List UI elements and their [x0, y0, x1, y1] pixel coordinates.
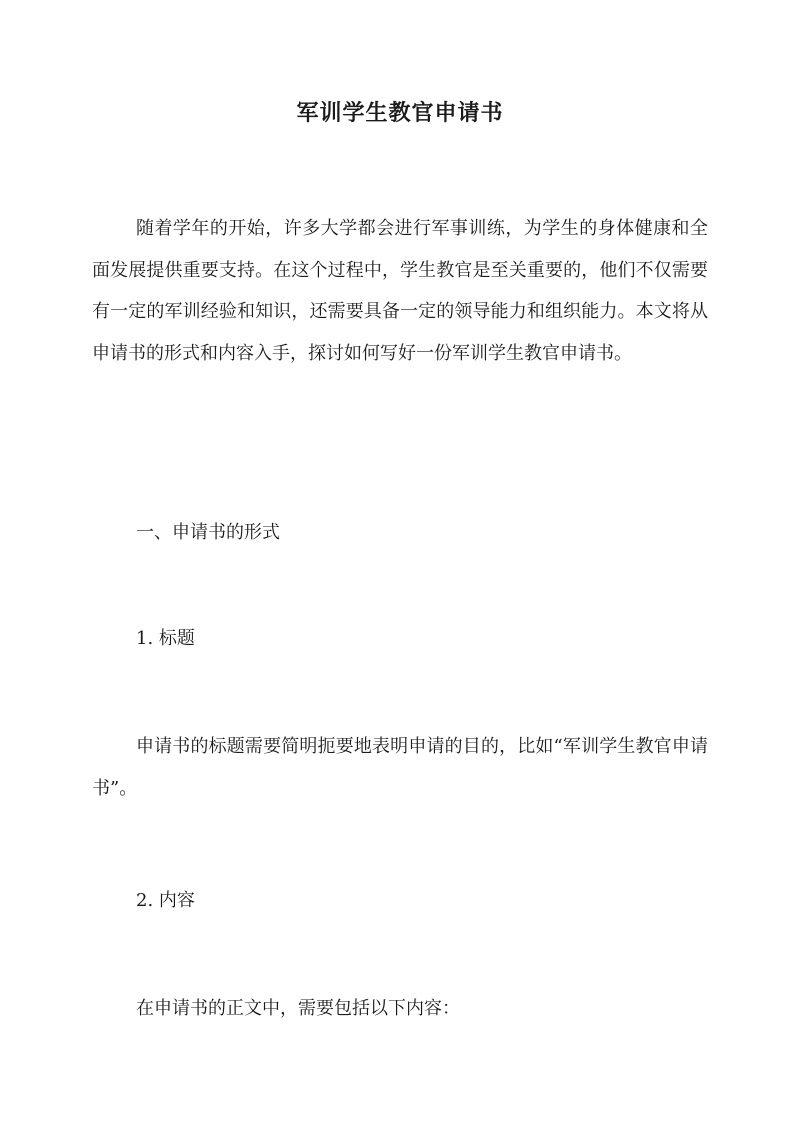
subheading-content: 2. 内容: [136, 890, 195, 911]
section-heading-form: 一、申请书的形式: [136, 522, 280, 543]
document-title: 军训学生教官申请书: [296, 100, 504, 126]
subheading-title: 1. 标题: [136, 628, 195, 649]
intro-paragraph: 随着学年的开始，许多大学都会进行军事训练，为学生的身体健康和全面发展提供重要支持。在这个过程中，学生教官是至关重要的，他们不仅需要有一定的军训经验和知识，还需要具备一定的领导能力和组织能力。本文将从申请书的形式和内容入手，探讨如何写好一份军训学生教官申请书。: [92, 218, 708, 364]
title-description-paragraph: 申请书的标题需要简明扼要地表明申请的目的，比如“军训学生教官申请书”。: [92, 736, 708, 799]
content-description-paragraph: 在申请书的正文中，需要包括以下内容：: [136, 998, 460, 1019]
